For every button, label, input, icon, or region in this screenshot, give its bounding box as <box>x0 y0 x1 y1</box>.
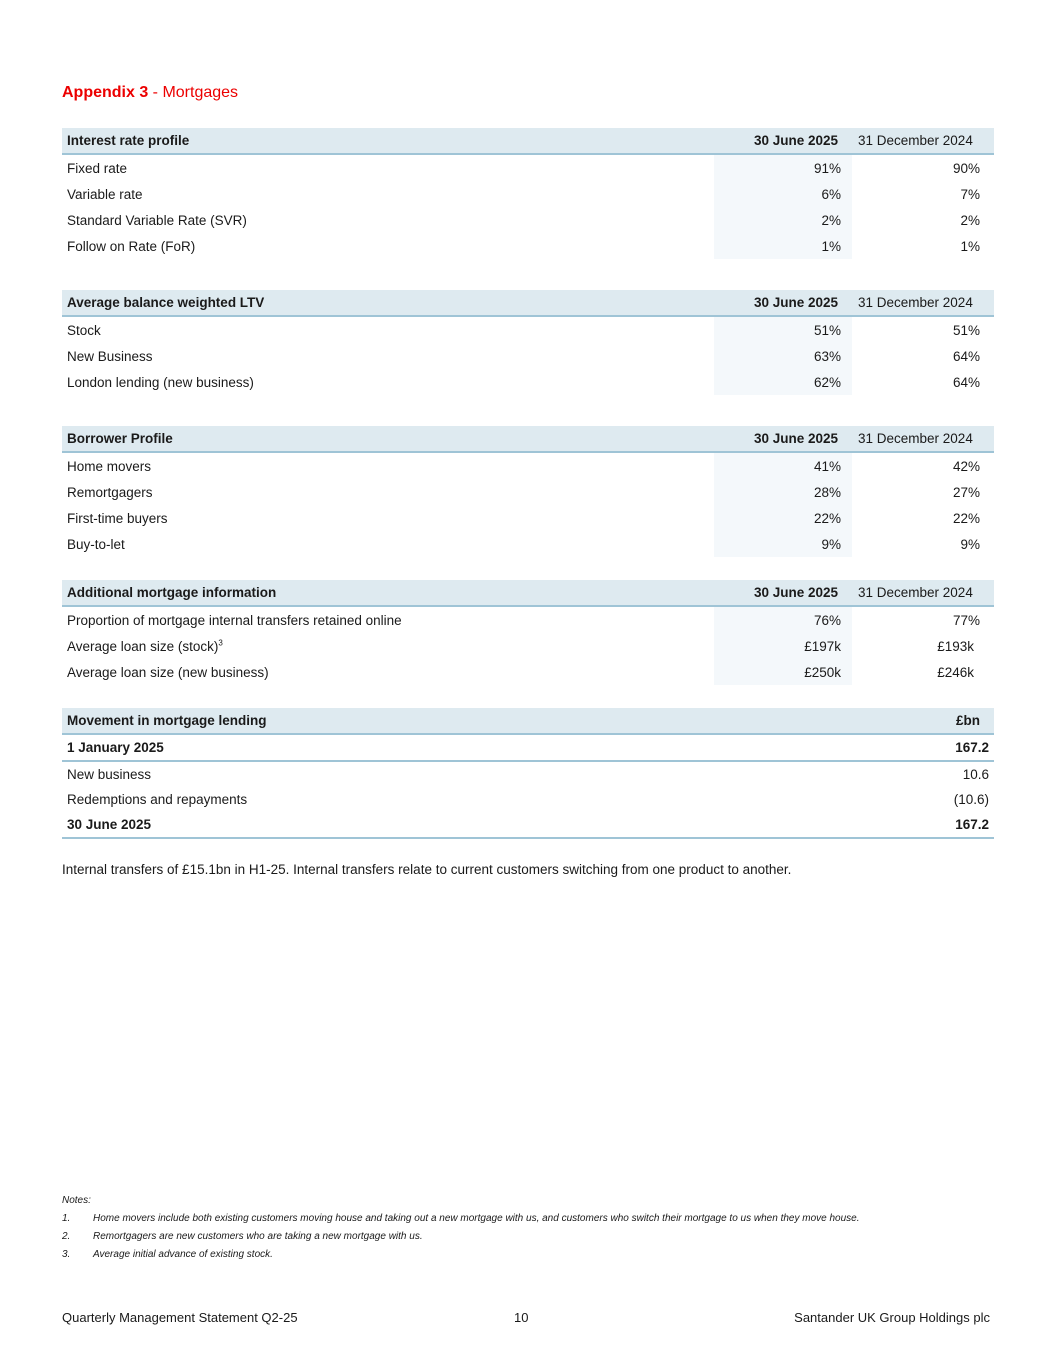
cell-value: 1% <box>714 233 852 259</box>
cell-value: 91% <box>714 154 852 181</box>
page-title <box>62 84 238 102</box>
table-row <box>62 207 994 233</box>
table-row <box>62 369 994 395</box>
column-header: 31 December 2024 <box>852 128 994 154</box>
internal-transfers-paragraph: Internal transfers of £15.1bn in H1-25. Internal transfers relate to current customers switching from one product to another. <box>62 862 792 877</box>
footer-document-title: Quarterly Management Statement Q2-25 <box>62 1310 298 1325</box>
cell-value: 76% <box>714 606 852 633</box>
column-header: Borrower Profile <box>62 426 714 452</box>
row-label: Average loan size (new business) <box>67 664 269 680</box>
note-text: Average initial advance of existing stock. <box>93 1249 273 1260</box>
column-header: Average balance weighted LTV <box>62 290 714 316</box>
note-item <box>62 1231 860 1249</box>
cell-value: 22% <box>952 510 980 526</box>
column-header: 31 December 2024 <box>852 580 994 606</box>
table-row <box>62 606 994 633</box>
table-row <box>62 479 994 505</box>
row-label: Variable rate <box>67 186 143 202</box>
table-header-row <box>62 708 994 734</box>
cell-value: £246k <box>937 664 974 680</box>
cell-value: 27% <box>952 484 980 500</box>
row-label: London lending (new business) <box>67 374 254 390</box>
column-header: 30 June 2025 <box>714 426 852 452</box>
cell-value: 10.6 <box>962 767 989 782</box>
table-row <box>62 531 994 557</box>
row-label: 30 June 2025 <box>62 812 828 838</box>
column-header: Movement in mortgage lending <box>62 708 828 734</box>
footer-page-number: 10 <box>514 1310 529 1325</box>
table-row <box>62 505 994 531</box>
column-header: 30 June 2025 <box>714 580 852 606</box>
table-row <box>62 633 994 659</box>
row-label: New business <box>67 767 152 782</box>
cell-value: 51% <box>714 316 852 343</box>
row-label: Follow on Rate (FoR) <box>67 238 196 254</box>
table-header-row <box>62 128 994 154</box>
cell-value: 62% <box>714 369 852 395</box>
cell-value: 2% <box>960 212 980 228</box>
cell-value: 63% <box>714 343 852 369</box>
cell-value: 9% <box>960 536 980 552</box>
table-row <box>62 154 994 181</box>
note-number: 3. <box>62 1249 71 1260</box>
cell-value: 41% <box>714 452 852 479</box>
table-row <box>62 787 994 812</box>
cell-value: 28% <box>714 479 852 505</box>
table-row <box>62 761 994 787</box>
table-row <box>62 659 994 685</box>
column-header: 30 June 2025 <box>714 290 852 316</box>
footer-company-name: Santander UK Group Holdings plc <box>794 1310 990 1325</box>
footnote-ref: 3 <box>218 638 223 647</box>
row-label: Proportion of mortgage internal transfers retained online <box>67 612 402 628</box>
cell-value: 64% <box>952 348 980 364</box>
table-row <box>62 343 994 369</box>
note-item <box>62 1249 860 1267</box>
cell-value: 22% <box>714 505 852 531</box>
note-text: Remortgagers are new customers who are taking a new mortgage with us. <box>93 1231 423 1242</box>
cell-value: 9% <box>714 531 852 557</box>
row-label: Buy-to-let <box>67 536 125 552</box>
cell-value: 167.2 <box>828 734 994 761</box>
row-label: Remortgagers <box>67 484 153 500</box>
cell-value: 90% <box>952 160 980 176</box>
cell-value: £250k <box>714 659 852 685</box>
row-label: Standard Variable Rate (SVR) <box>67 212 247 228</box>
table-row <box>62 316 994 343</box>
row-label: New Business <box>67 348 153 364</box>
table-row <box>62 812 994 838</box>
row-label: Fixed rate <box>67 160 128 176</box>
additional-info-table <box>62 580 994 685</box>
cell-value: £197k <box>714 633 852 659</box>
row-label <box>62 633 714 659</box>
cell-value: (10.6) <box>953 792 989 807</box>
row-label: Home movers <box>67 458 152 474</box>
column-header: 30 June 2025 <box>714 128 852 154</box>
table-header-row <box>62 426 994 452</box>
note-text: Home movers include both existing customers moving house and taking out a new mortgage with us, and customers who switch their mortgage to us when they move house. <box>93 1213 860 1224</box>
row-label: Stock <box>67 322 101 338</box>
row-label: 1 January 2025 <box>62 734 828 761</box>
cell-value: 6% <box>714 181 852 207</box>
cell-value: 7% <box>960 186 980 202</box>
notes-title: Notes: <box>62 1195 91 1206</box>
row-label: Redemptions and repayments <box>67 792 248 807</box>
table-row <box>62 452 994 479</box>
cell-value: 77% <box>952 612 980 628</box>
table-header-row <box>62 580 994 606</box>
note-item <box>62 1213 860 1231</box>
table-header-row <box>62 290 994 316</box>
column-header: £bn <box>828 708 994 734</box>
table-row <box>62 181 994 207</box>
borrower-profile-table <box>62 426 994 557</box>
row-label: First-time buyers <box>67 510 168 526</box>
ltv-table <box>62 290 994 395</box>
column-header: 31 December 2024 <box>852 290 994 316</box>
table-row <box>62 233 994 259</box>
page-title-rest: - Mortgages <box>148 84 239 101</box>
cell-value: 2% <box>714 207 852 233</box>
cell-value: 51% <box>952 322 980 338</box>
interest-rate-table <box>62 128 994 259</box>
note-number: 1. <box>62 1213 71 1224</box>
notes-section <box>62 1195 860 1267</box>
cell-value: 167.2 <box>828 812 994 838</box>
page-title-bold: Appendix 3 <box>62 84 149 101</box>
cell-value: 1% <box>960 238 980 254</box>
column-header: Additional mortgage information <box>62 580 714 606</box>
row-label-text: Average loan size (stock) <box>67 638 219 654</box>
cell-value: £193k <box>937 638 974 654</box>
cell-value: 64% <box>952 374 980 390</box>
note-number: 2. <box>62 1231 71 1242</box>
column-header: Interest rate profile <box>62 128 714 154</box>
column-header: 31 December 2024 <box>852 426 994 452</box>
table-row <box>62 734 994 761</box>
cell-value: 42% <box>952 458 980 474</box>
movement-table <box>62 708 994 839</box>
